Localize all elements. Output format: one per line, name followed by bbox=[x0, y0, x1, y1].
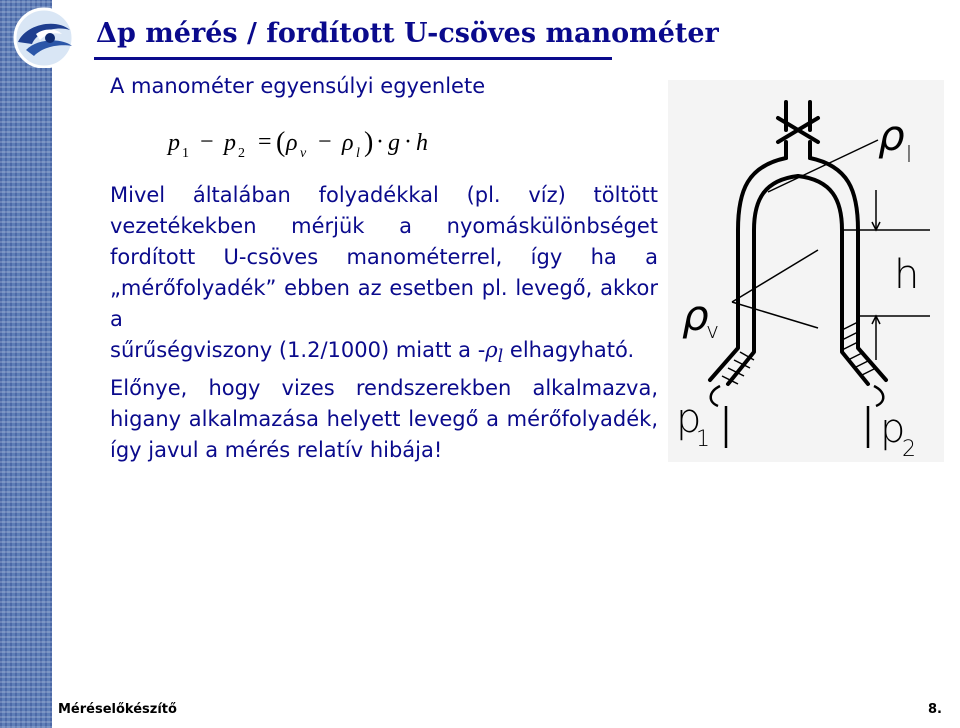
text-line: higany alkalmazása helyett levegő a mérőfolyadék, bbox=[110, 407, 658, 432]
inverted-u-tube-diagram bbox=[668, 80, 944, 462]
text-line: „mérőfolyadék” ebben az esetben pl. levegő, akkor a bbox=[110, 276, 658, 331]
footer-page-number: 8. bbox=[928, 702, 942, 717]
title-underline bbox=[94, 57, 612, 60]
rho-l-subscript: l bbox=[497, 347, 504, 368]
decorative-sidebar bbox=[0, 0, 52, 728]
eq-minus-2: − bbox=[318, 129, 332, 155]
diagram-rho-l-sub: l bbox=[906, 143, 913, 168]
eq-p2: p bbox=[224, 130, 236, 156]
eq-g: g bbox=[388, 130, 400, 156]
eq-rho-v: ρ bbox=[286, 130, 298, 156]
diagram-p1: p bbox=[676, 396, 702, 442]
eq-rho-v-sub: v bbox=[300, 146, 307, 161]
eq-p2-sub: 2 bbox=[238, 146, 245, 161]
text-line: így javul a mérés relatív hibája! bbox=[110, 438, 443, 463]
eq-equals: = bbox=[258, 129, 272, 155]
eq-lparen: ( bbox=[276, 127, 286, 158]
diagram-rho-l: ρ bbox=[878, 111, 905, 160]
eq-p1: p bbox=[168, 130, 180, 156]
explanation-paragraph bbox=[110, 180, 658, 466]
diagram-p2: p bbox=[880, 406, 906, 452]
footer-course-name: Méréselőkészítő bbox=[58, 702, 177, 717]
eq-dot-2: · bbox=[404, 129, 412, 155]
text-line bbox=[110, 335, 658, 373]
eq-rho-l: ρ bbox=[342, 130, 354, 156]
diagram-p2-sub: 2 bbox=[902, 437, 916, 462]
eq-h: h bbox=[416, 130, 428, 156]
rho-l-symbol: ρ bbox=[485, 338, 498, 362]
eq-rparen: ) bbox=[364, 127, 374, 158]
eq-rho-l-sub: l bbox=[356, 146, 360, 161]
diagram-rho-v: ρ bbox=[682, 291, 709, 340]
diagram-h: h bbox=[894, 252, 920, 298]
slide-subtitle: A manométer egyensúlyi egyenlete bbox=[110, 74, 486, 98]
text-line: Mivel általában folyadékkal (pl. víz) töltött bbox=[110, 183, 658, 207]
university-logo bbox=[4, 4, 90, 68]
text-fragment: sűrűségviszony (1.2/1000) miatt a - bbox=[110, 338, 486, 362]
eq-dot-1: · bbox=[376, 129, 384, 155]
text-fragment: elhagyható. bbox=[503, 338, 635, 362]
balance-equation bbox=[166, 124, 466, 164]
text-line: vezetékekben mérjük a nyomáskülönbséget bbox=[110, 214, 658, 238]
diagram-p1-sub: 1 bbox=[696, 427, 710, 452]
text-line: Előnye, hogy vizes rendszerekben alkalmazva, bbox=[110, 376, 658, 401]
diagram-rho-v-sub: v bbox=[706, 319, 720, 344]
eq-p1-sub: 1 bbox=[182, 146, 189, 161]
eq-minus-1: − bbox=[200, 129, 214, 155]
slide-title: Δp mérés / fordított U-csöves manométer bbox=[96, 18, 719, 49]
text-line: fordított U-csöves manométerrel, így ha a bbox=[110, 245, 658, 269]
